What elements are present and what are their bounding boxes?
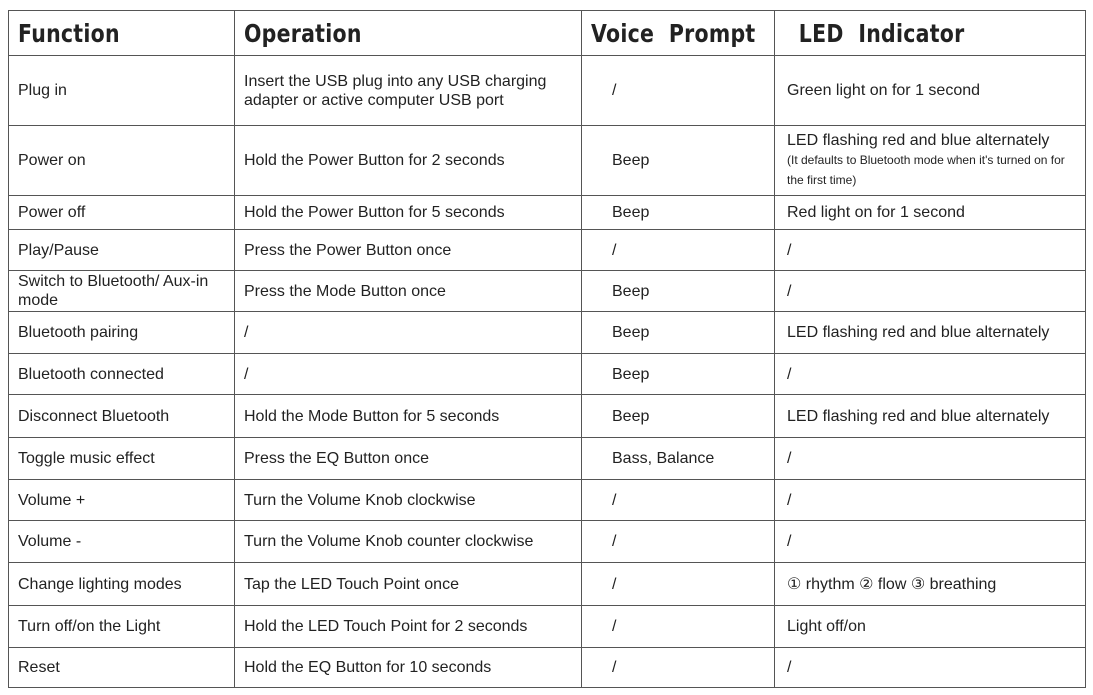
voice-prompt-cell-text: /: [612, 533, 617, 550]
function-cell-text: Disconnect Bluetooth: [18, 407, 170, 425]
voice-prompt-cell: [582, 395, 775, 438]
function-cell-text: Bluetooth pairing: [18, 324, 139, 341]
operation-cell-text: Hold the Power Button for 5 seconds: [244, 204, 505, 221]
function-cell: [9, 521, 235, 563]
function-cell-text: Turn off/on the Light: [18, 618, 161, 635]
function-cell: [9, 563, 235, 606]
voice-prompt-cell: [582, 271, 775, 312]
function-cell-text: Plug in: [18, 82, 67, 99]
led-indicator-cell-text: ① rhythm ② flow ③ breathing: [787, 575, 997, 593]
operation-cell-text: Turn the Volume Knob clockwise: [244, 491, 476, 509]
voice-prompt-cell-text: Bass, Balance: [612, 450, 715, 467]
operation-cell: [235, 196, 582, 230]
function-cell-text: Switch to Bluetooth/ Aux-in mode: [18, 273, 209, 309]
table-row: [9, 563, 1086, 606]
operation-cell-text: Hold the LED Touch Point for 2 seconds: [244, 618, 528, 635]
led-indicator-cell: [775, 606, 1086, 648]
led-indicator-cell: [775, 480, 1086, 521]
led-indicator-cell-text: Green light on for 1 second: [787, 82, 981, 99]
operation-cell-text: Press the Mode Button once: [244, 282, 446, 300]
voice-prompt-cell: [582, 354, 775, 395]
operation-cell: [235, 230, 582, 271]
led-indicator-cell-text: LED flashing red and blue alternately: [787, 407, 1050, 425]
header-operation: Operation: [235, 11, 582, 56]
function-cell: [9, 354, 235, 395]
table-row: [9, 56, 1086, 126]
voice-prompt-cell-text: Beep: [612, 365, 650, 383]
operation-cell: [235, 563, 582, 606]
voice-prompt-cell-text: Beep: [612, 407, 650, 425]
operation-cell: [235, 480, 582, 521]
voice-prompt-cell: [582, 521, 775, 563]
led-indicator-cell: [775, 271, 1086, 312]
table-row: [9, 312, 1086, 354]
header-voice-prompt: Voice Prompt: [582, 11, 775, 56]
led-indicator-cell-text: /: [787, 491, 792, 509]
led-indicator-cell: [775, 354, 1086, 395]
led-indicator-cell: [775, 312, 1086, 354]
operation-cell-text: Press the EQ Button once: [244, 450, 429, 467]
function-cell-text: Change lighting modes: [18, 575, 182, 593]
header-row: [9, 11, 1086, 56]
header-function: Function: [9, 11, 235, 56]
function-cell-text: Power off: [18, 204, 86, 221]
operation-cell-text: Hold the EQ Button for 10 seconds: [244, 659, 492, 676]
table-row: [9, 230, 1086, 271]
function-cell: [9, 56, 235, 126]
table-row: [9, 648, 1086, 688]
voice-prompt-cell: [582, 563, 775, 606]
led-indicator-cell-text: /: [787, 533, 792, 550]
voice-prompt-cell-text: /: [612, 491, 617, 509]
function-cell: [9, 438, 235, 480]
led-indicator-cell: [775, 56, 1086, 126]
led-indicator-cell-text: /: [787, 241, 792, 259]
voice-prompt-cell: [582, 126, 775, 196]
table-row: [9, 126, 1086, 196]
led-indicator-cell: [775, 521, 1086, 563]
voice-prompt-cell: [582, 648, 775, 688]
operation-cell-text: Press the Power Button once: [244, 241, 452, 259]
operation-cell: [235, 56, 582, 126]
table-row: [9, 480, 1086, 521]
operation-cell-text: Tap the LED Touch Point once: [244, 575, 459, 593]
table-row: [9, 395, 1086, 438]
voice-prompt-cell: [582, 196, 775, 230]
voice-prompt-cell: [582, 56, 775, 126]
voice-prompt-cell-text: Beep: [612, 152, 650, 169]
operation-cell-text: Hold the Power Button for 2 seconds: [244, 152, 505, 169]
function-cell-text: Power on: [18, 152, 86, 169]
voice-prompt-cell-text: Beep: [612, 324, 650, 341]
led-indicator-cell-text: LED flashing red and blue alternately: [787, 132, 1050, 149]
table-row: [9, 606, 1086, 648]
operation-cell-text: Turn the Volume Knob counter clockwise: [244, 533, 534, 550]
operation-cell: [235, 521, 582, 563]
operation-cell: [235, 648, 582, 688]
voice-prompt-cell-text: /: [612, 575, 617, 593]
voice-prompt-cell: [582, 480, 775, 521]
led-indicator-cell-text: /: [787, 282, 792, 300]
table-row: [9, 354, 1086, 395]
led-indicator-cell: [775, 648, 1086, 688]
function-cell-text: Volume +: [18, 491, 86, 509]
voice-prompt-cell: [582, 230, 775, 271]
led-note-text: (It defaults to Bluetooth mode when it's turned on for the first time): [787, 153, 1065, 187]
led-indicator-cell: [775, 196, 1086, 230]
table-row: [9, 521, 1086, 563]
led-indicator-cell: [775, 438, 1086, 480]
operation-cell-text: /: [244, 365, 249, 383]
function-cell-text: Toggle music effect: [18, 450, 155, 467]
voice-prompt-cell-text: /: [612, 618, 617, 635]
table-row: [9, 271, 1086, 312]
function-cell: [9, 271, 235, 312]
operation-cell: [235, 438, 582, 480]
operation-cell: [235, 395, 582, 438]
function-cell: [9, 606, 235, 648]
operation-cell: [235, 354, 582, 395]
led-indicator-cell-text: Red light on for 1 second: [787, 204, 965, 221]
function-cell-text: Reset: [18, 659, 60, 676]
led-indicator-cell: [775, 395, 1086, 438]
led-indicator-cell: [775, 230, 1086, 271]
function-cell: [9, 395, 235, 438]
led-indicator-cell: [775, 126, 1086, 196]
function-cell: [9, 648, 235, 688]
voice-prompt-cell-text: /: [612, 241, 617, 259]
function-cell-text: Volume -: [18, 533, 82, 550]
function-cell-text: Play/Pause: [18, 241, 99, 259]
function-table: [8, 10, 1086, 688]
operation-cell-text: Hold the Mode Button for 5 seconds: [244, 407, 500, 425]
operation-cell: [235, 126, 582, 196]
led-indicator-cell: [775, 563, 1086, 606]
header-led-indicator: LED Indicator: [775, 11, 1086, 56]
led-indicator-cell-text: Light off/on: [787, 618, 866, 635]
operation-cell-text: /: [244, 324, 249, 341]
operation-cell: [235, 271, 582, 312]
voice-prompt-cell: [582, 312, 775, 354]
function-cell: [9, 312, 235, 354]
voice-prompt-cell: [582, 438, 775, 480]
function-cell: [9, 196, 235, 230]
function-cell: [9, 230, 235, 271]
led-indicator-cell-text: /: [787, 659, 792, 676]
led-indicator-cell-text: /: [787, 450, 792, 467]
function-cell-text: Bluetooth connected: [18, 365, 164, 383]
operation-cell: [235, 606, 582, 648]
voice-prompt-cell-text: Beep: [612, 282, 650, 300]
led-indicator-cell-text: /: [787, 365, 792, 383]
table-row: [9, 196, 1086, 230]
function-cell: [9, 126, 235, 196]
function-cell: [9, 480, 235, 521]
table-row: [9, 438, 1086, 480]
voice-prompt-cell-text: /: [612, 82, 617, 99]
operation-cell: [235, 312, 582, 354]
voice-prompt-cell-text: Beep: [612, 204, 650, 221]
operation-cell-text: Insert the USB plug into any USB charging adapter or active computer USB port: [244, 72, 547, 109]
voice-prompt-cell-text: /: [612, 659, 617, 676]
voice-prompt-cell: [582, 606, 775, 648]
led-indicator-cell-text: LED flashing red and blue alternately: [787, 324, 1050, 341]
